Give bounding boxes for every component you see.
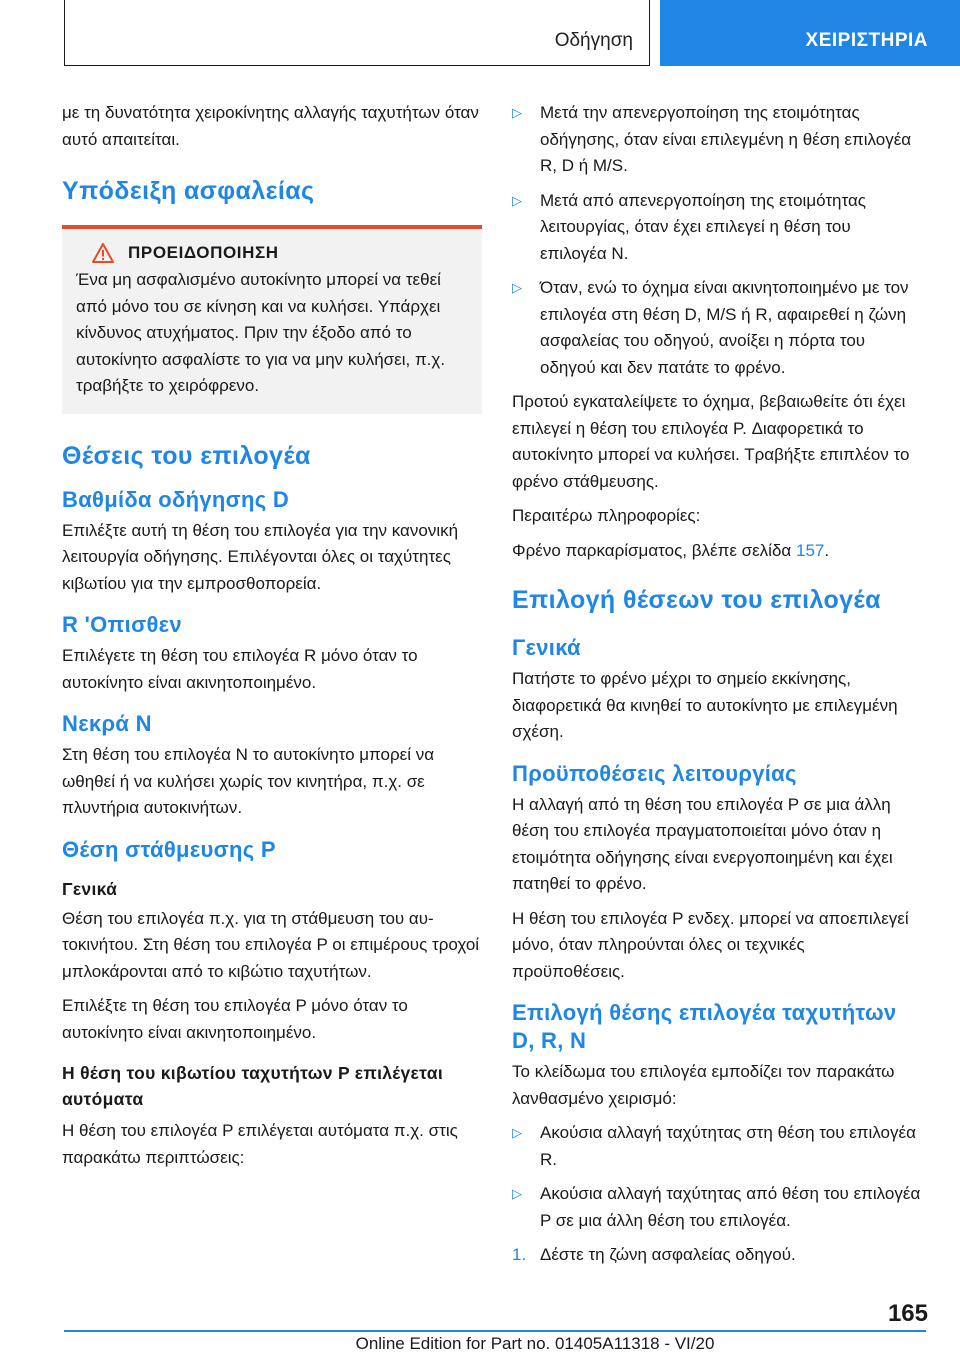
right-column — [512, 100, 922, 1277]
select-general-heading: Γενικά — [512, 635, 581, 660]
step-item — [512, 1242, 922, 1269]
triangle-bullet-icon: ▷ — [512, 1125, 522, 1140]
list-item — [512, 100, 922, 180]
park-general-heading: Γενικά — [62, 878, 118, 899]
select-heading: Επιλογή θέσεων του επιλογέα — [512, 586, 881, 614]
park-heading: Θέση στάθμευσης P — [62, 836, 276, 862]
conditions-heading: Προϋποθέσεις λειτουργίας — [512, 760, 797, 786]
drive-heading: Βαθμίδα οδήγησης D — [62, 486, 290, 512]
intro-text: με τη δυνατότητα χειροκίνητης αλλαγής ταχυτήτων όταν αυτό απαιτείται. — [62, 103, 479, 149]
header-section: Οδήγηση — [554, 30, 633, 51]
brake-ref-suffix: . — [824, 540, 830, 560]
list-item — [512, 188, 922, 268]
park-text-1: Θέση του επιλογέα π.χ. για τη στάθμευση του αυτοκινήτου. Στη θέση του επιλογέα P οι επιμέρους τροχοί μπλοκάρονται από το κιβώτιο ταχυτήτων. — [62, 908, 480, 981]
positions-heading: Θέσεις του επιλογέα — [62, 441, 311, 470]
warning-text: Ένα μη ασφαλισμένο αυτοκίνητο μπορεί να τεθεί από μόνο του σε κίνηση και να κυλήσει. Υπάρχει κίνδυνος ατυχήματος. Πριν την έξοδο από το αυτοκίνητο ασφαλίστε το για να μην κυλήσει, π.χ. τραβήξτε το χειρόφρενο. — [76, 270, 446, 395]
triangle-bullet-icon: ▷ — [512, 192, 522, 208]
triangle-bullet-icon: ▷ — [512, 280, 522, 295]
list-item — [512, 1120, 922, 1173]
warning-title: ΠΡΟΕΙΔΟΠΟΙΗΣΗ — [128, 243, 279, 262]
conditions-text-1: Η αλλαγή από τη θέση του επιλογέα P σε μια άλλη θέση του επιλογέα πραγματοποιείται μόνο όταν η ετοιμότητα οδήγησης είναι ενεργοποιημένη και έχει πατηθεί το φρένο. — [512, 794, 893, 893]
warning-header — [92, 243, 466, 263]
list-item — [512, 275, 922, 381]
footer-divider — [64, 1330, 926, 1332]
neutral-text: Στη θέση του επιλογέα N το αυτοκίνητο μπορεί να ωθηθεί ή να κυλήσει χωρίς τον κινητήρα, π.χ. σε πλυντήρια αυτοκινήτων. — [62, 745, 435, 817]
list-item-text: Όταν, ενώ το όχημα είναι ακινητοποιημένο με τον επιλογέα στη θέση D, M/S ή R, αφαιρεθεί η ζώνη ασφαλείας του οδηγού, ανοίξει η πόρτα του οδηγού και δεν πατάτε το φρένο. — [540, 278, 909, 377]
brake-ref-prefix: Φρένο παρκαρίσματος, βλέπε σελίδα — [512, 540, 796, 560]
brake-page-link[interactable]: 157 — [795, 540, 825, 560]
conditions-text-2: Η θέση του επιλογέα P ενδεχ. μπορεί να αποεπιλεγεί μόνο, όταν πληρούνται όλες οι τεχνικές προϋποθέσεις. — [512, 908, 909, 981]
list-item-text: Ακούσια αλλαγή ταχύτητας στη θέση του επιλογέα R. — [540, 1123, 916, 1169]
triangle-bullet-icon: ▷ — [512, 1186, 522, 1201]
warning-box — [62, 225, 482, 414]
more-info-text: Περαιτέρω πληροφορίες: — [512, 506, 701, 525]
header-chapter: ΧΕΙΡΙΣΤΗΡΙΑ — [660, 0, 960, 66]
before-leaving-text: Προτού εγκαταλείψετε το όχημα, βεβαιωθείτε ότι έχει επιλεγεί η θέση του επιλογέα P. Διαφορετικά το αυτοκίνητο μπορεί να κυλήσει. Τραβήξτε επιπλέον το φρένο στάθμευσης. — [512, 392, 910, 491]
drn-heading: Επιλογή θέσης επιλογέα ταχυτήτων D, R, N — [512, 1000, 897, 1053]
list-item-text: Μετά την απενεργοποίηση της ετοιμότητας οδήγησης, όταν είναι επιλεγμένη η θέση επιλογέα R, D ή M/S. — [540, 103, 912, 175]
header-box — [64, 0, 650, 66]
left-column — [62, 100, 482, 1179]
brake-reference — [512, 538, 922, 565]
step-text: Δέστε τη ζώνη ασφαλείας οδηγού. — [540, 1245, 796, 1264]
neutral-heading: Νεκρά N — [62, 711, 152, 736]
list-item-text: Μετά από απενεργοποίηση της ετοιμότητας λειτουργίας, όταν έχει επιλεγεί η θέση του επιλογέα N. — [540, 190, 866, 263]
reverse-heading: R 'Οπισθεν — [62, 612, 182, 637]
auto-park-text: Η θέση του επιλογέα P επιλέγεται αυτόματα π.χ. στις παρακάτω περιπτώσεις: — [62, 1121, 458, 1167]
drn-text: Το κλείδωμα του επιλογέα εμποδίζει τον παρακάτω λανθασμένο χειρισμό: — [512, 1062, 895, 1108]
reverse-text: Επιλέγετε τη θέση του επιλογέα R μόνο όταν το αυτοκίνητο είναι ακινητοποιημένο. — [62, 646, 418, 692]
select-general-text: Πατήστε το φρένο μέχρι το σημείο εκκίνησης, διαφορετικά θα κινηθεί το αυτοκίνητο με επιλεγμένη σχέση. — [512, 669, 898, 741]
list-item-text: Ακούσια αλλαγή ταχύτητας από θέση του επιλογέα P σε μια άλλη θέση του επιλογέα. — [540, 1184, 921, 1230]
warning-triangle-icon — [92, 243, 114, 263]
list-item — [512, 1181, 922, 1234]
page-number: 165 — [887, 1300, 928, 1327]
safety-heading: Υπόδειξη ασφαλείας — [62, 177, 315, 205]
drive-text: Επιλέξτε αυτή τη θέση του επιλογέα για την κανονική λειτουργία οδήγησης. Επιλέγονται όλες οι ταχύτητες κιβωτίου για την εμπροσθοπορεία. — [62, 520, 459, 593]
step-number: 1. — [512, 1245, 527, 1264]
park-text-2: Επιλέξτε τη θέση του επιλογέα P μόνο όταν το αυτοκίνητο είναι ακινητοποιημένο. — [62, 996, 408, 1042]
auto-park-heading: Η θέση του κιβωτίου ταχυτήτων P επιλέγεται αυτόματα — [62, 1063, 443, 1109]
footer-edition: Online Edition for Part no. 01405A11318 - VI/20 — [355, 1334, 715, 1353]
triangle-bullet-icon: ▷ — [512, 105, 522, 120]
